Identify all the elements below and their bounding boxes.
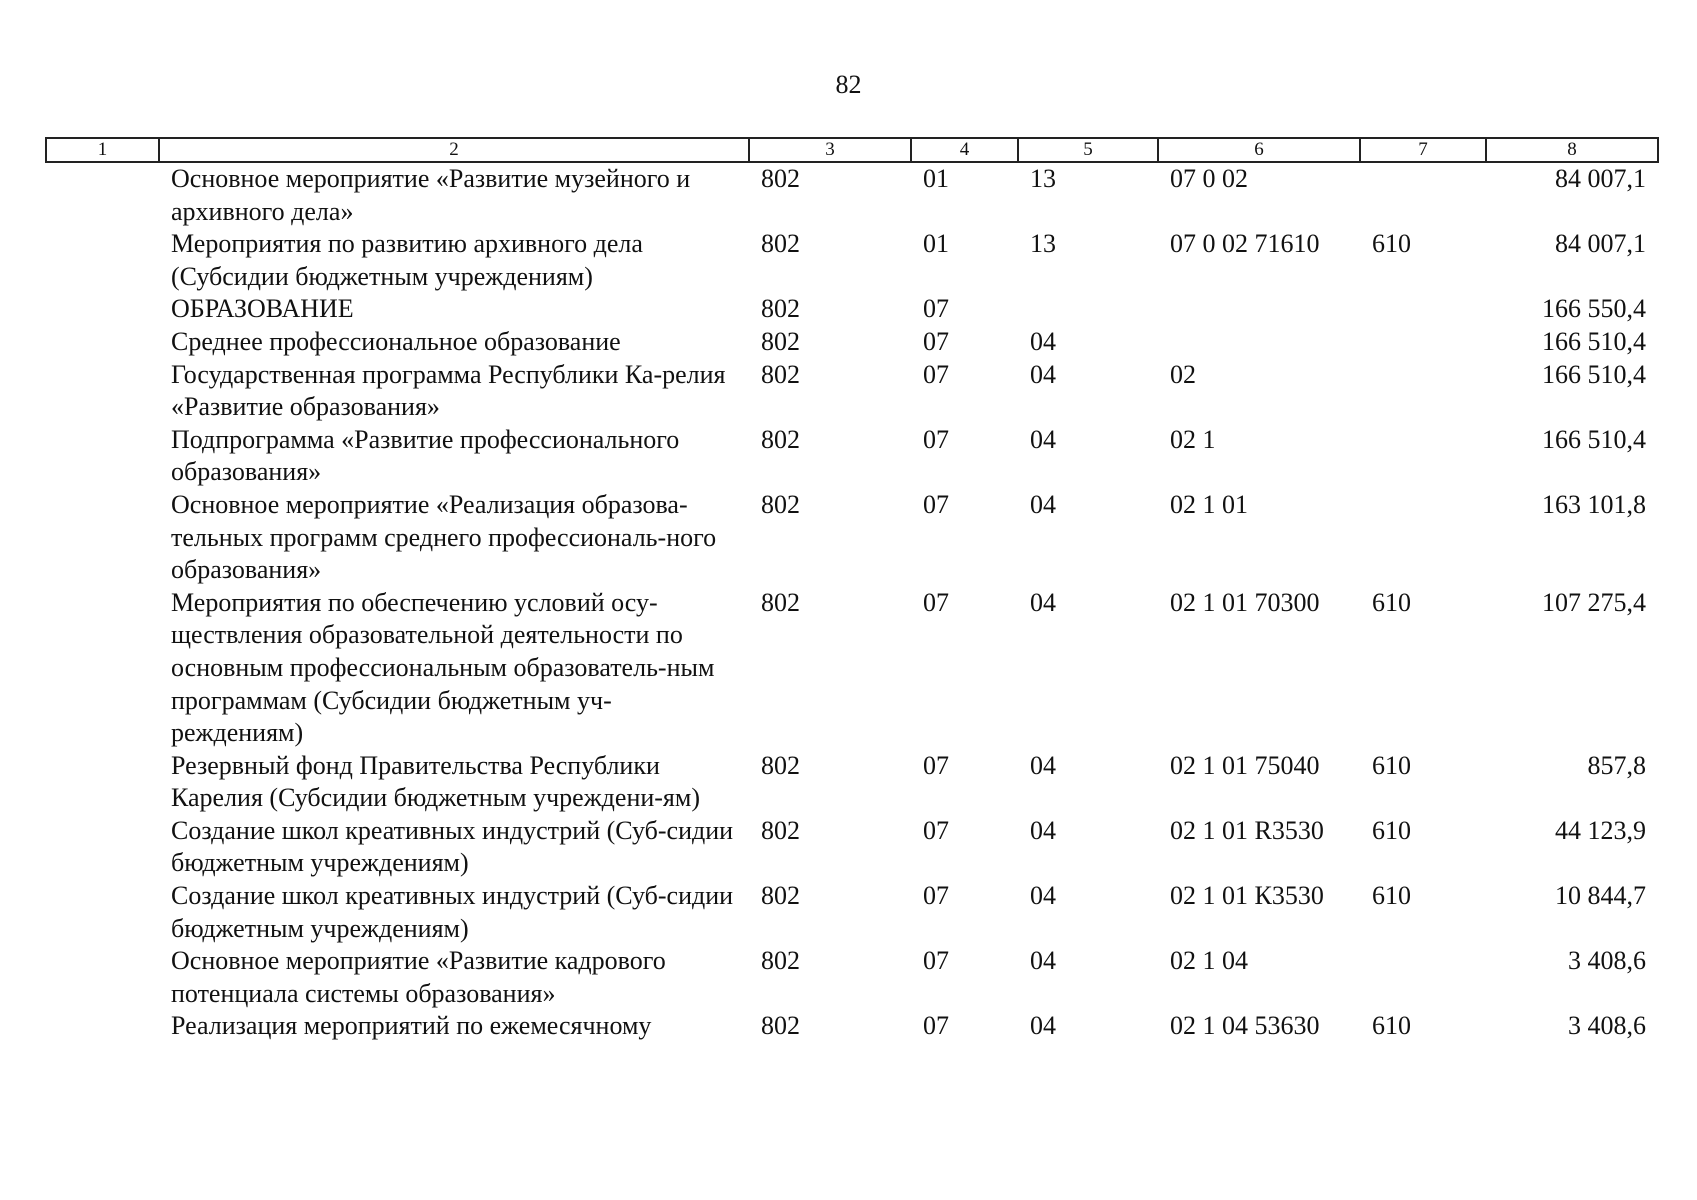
cell-amount: 107 275,4 [1542, 587, 1646, 617]
cell-col-4: 01 [923, 164, 949, 193]
cell-col-6 [1158, 326, 1360, 359]
cell-amount: 166 510,4 [1542, 359, 1646, 389]
cell-amount: 857,8 [1587, 750, 1646, 780]
table-row [46, 815, 1658, 880]
cell-col-6: 02 1 01 70300 [1170, 587, 1320, 617]
cell-col-5: 13 [1030, 229, 1056, 259]
cell-amount: 44 123,9 [1555, 815, 1646, 845]
cell-col-3: 802 [761, 489, 800, 519]
cell-col-1 [46, 815, 159, 880]
cell-col-7 [1360, 162, 1486, 228]
table-row [46, 750, 1658, 815]
table-header [46, 138, 1658, 162]
cell-col-4: 07 [923, 294, 949, 324]
budget-table [45, 137, 1659, 1043]
cell-col-1 [46, 750, 159, 815]
cell-col-7: 610 [1372, 881, 1411, 911]
cell-col-1 [46, 162, 159, 228]
cell-item-name: Создание школ креативных индустрий (Суб-сидии бюджетным учреждениям) [171, 815, 734, 878]
cell-item-name: Мероприятия по развитию архивного дела (Субсидии бюджетным учреждениям) [171, 229, 643, 291]
cell-col-3: 802 [761, 359, 800, 389]
table-row [46, 587, 1658, 750]
cell-col-5: 04 [1030, 587, 1056, 617]
cell-col-3: 802 [761, 946, 800, 976]
cell-col-7: 610 [1372, 815, 1411, 845]
cell-col-1 [46, 587, 159, 750]
cell-item-name: Среднее профессиональное образование [171, 326, 621, 356]
column-number-1: 1 [46, 138, 159, 162]
cell-col-7: 610 [1372, 229, 1411, 259]
table-row [46, 162, 1658, 228]
cell-col-3: 802 [761, 750, 800, 780]
cell-item-name: Основное мероприятие «Развитие музейного и архивного дела» [171, 164, 691, 226]
cell-col-6 [1158, 293, 1360, 326]
cell-col-4: 07 [923, 750, 949, 780]
cell-col-1 [46, 424, 159, 489]
cell-amount: 166 510,4 [1542, 424, 1646, 454]
cell-col-6: 02 1 01 [1170, 489, 1248, 519]
cell-col-1 [46, 326, 159, 359]
table-row [46, 945, 1658, 1010]
cell-col-3: 802 [761, 326, 800, 356]
cell-col-4: 07 [923, 424, 949, 454]
cell-col-4: 07 [923, 489, 949, 519]
cell-col-4: 07 [923, 326, 949, 356]
cell-col-7 [1360, 489, 1486, 587]
cell-item-name: Государственная программа Республики Ка-релия «Развитие образования» [171, 359, 726, 422]
cell-item-name: Основное мероприятие «Реализация образова-тельных программ среднего профессиональ-ного образования» [171, 489, 717, 585]
cell-amount: 84 007,1 [1555, 229, 1646, 259]
table-row [46, 228, 1658, 293]
cell-col-6: 07 0 02 [1170, 164, 1248, 193]
cell-col-7 [1360, 424, 1486, 489]
cell-col-5: 04 [1030, 326, 1056, 356]
cell-col-4: 07 [923, 881, 949, 911]
cell-amount: 84 007,1 [1555, 164, 1646, 193]
cell-col-6: 02 1 01 75040 [1170, 750, 1320, 780]
cell-item-name: Создание школ креативных индустрий (Суб-сидии бюджетным учреждениям) [171, 881, 734, 943]
cell-col-4: 07 [923, 815, 949, 845]
cell-col-5: 04 [1030, 424, 1056, 454]
cell-col-3: 802 [761, 587, 800, 617]
cell-amount: 166 550,4 [1542, 294, 1646, 324]
cell-item-name: ОБРАЗОВАНИЕ [171, 294, 354, 324]
cell-col-1 [46, 293, 159, 326]
cell-item-name: Резервный фонд Правительства Республики Карелия (Субсидии бюджетным учреждени-ям) [171, 750, 701, 813]
cell-col-5: 04 [1030, 359, 1056, 389]
column-number-row [46, 138, 1658, 162]
cell-item-name: Основное мероприятие «Развитие кадрового потенциала системы образования» [171, 946, 666, 1008]
cell-col-4: 07 [923, 359, 949, 389]
table-row [46, 293, 1658, 326]
cell-amount: 3 408,6 [1568, 946, 1646, 976]
cell-col-1 [46, 945, 159, 1010]
cell-amount: 166 510,4 [1542, 326, 1646, 356]
table-row [46, 326, 1658, 359]
cell-col-7: 610 [1372, 587, 1411, 617]
cell-col-4: 07 [923, 946, 949, 976]
column-number-7: 7 [1360, 138, 1486, 162]
cell-item-name: Мероприятия по обеспечению условий осу-ществления образовательной деятельности по основным профессиональным образователь-ным программам (Субсидии бюджетным уч-реждениям) [171, 587, 715, 748]
cell-col-5: 04 [1030, 750, 1056, 780]
cell-col-7 [1360, 326, 1486, 359]
cell-item-name: Реализация мероприятий по ежемесячному [171, 1011, 652, 1041]
column-number-3: 3 [749, 138, 911, 162]
column-number-2: 2 [159, 138, 749, 162]
cell-col-1 [46, 359, 159, 424]
cell-col-6: 02 1 04 [1170, 946, 1248, 976]
cell-amount: 3 408,6 [1568, 1011, 1646, 1041]
cell-col-3: 802 [761, 881, 800, 911]
cell-col-6: 07 0 02 71610 [1170, 229, 1320, 259]
column-number-5: 5 [1018, 138, 1158, 162]
column-number-4: 4 [911, 138, 1018, 162]
cell-col-5: 04 [1030, 881, 1056, 911]
cell-amount: 163 101,8 [1542, 489, 1646, 519]
cell-col-5: 04 [1030, 815, 1056, 845]
cell-col-4: 01 [923, 229, 949, 259]
cell-col-6: 02 [1170, 359, 1196, 389]
cell-col-6: 02 1 01 R3530 [1170, 815, 1324, 845]
cell-col-7 [1360, 293, 1486, 326]
cell-col-6: 02 1 04 53630 [1170, 1011, 1320, 1041]
cell-col-7: 610 [1372, 1011, 1411, 1041]
cell-col-6: 02 1 [1170, 424, 1216, 454]
cell-amount: 10 844,7 [1555, 881, 1646, 911]
cell-col-7 [1360, 945, 1486, 1010]
cell-item-name: Подпрограмма «Развитие профессионального образования» [171, 424, 680, 487]
cell-col-4: 07 [923, 587, 949, 617]
cell-col-4: 07 [923, 1011, 949, 1041]
cell-col-1 [46, 489, 159, 587]
cell-col-1 [46, 880, 159, 945]
table-row [46, 1010, 1658, 1043]
cell-col-7 [1360, 359, 1486, 424]
column-number-6: 6 [1158, 138, 1360, 162]
table-row [46, 880, 1658, 945]
cell-col-1 [46, 1010, 159, 1043]
table-body [46, 162, 1658, 1043]
cell-col-5 [1018, 293, 1158, 326]
cell-col-3: 802 [761, 815, 800, 845]
cell-col-3: 802 [761, 164, 800, 193]
cell-col-5: 04 [1030, 946, 1056, 976]
cell-col-1 [46, 228, 159, 293]
cell-col-3: 802 [761, 1011, 800, 1041]
cell-col-3: 802 [761, 424, 800, 454]
cell-col-6: 02 1 01 К3530 [1170, 881, 1324, 911]
cell-col-7: 610 [1372, 750, 1411, 780]
table-row [46, 489, 1658, 587]
cell-col-3: 802 [761, 229, 800, 259]
table-row [46, 359, 1658, 424]
cell-col-5: 04 [1030, 1011, 1056, 1041]
cell-col-5: 04 [1030, 489, 1056, 519]
table-row [46, 424, 1658, 489]
cell-col-3: 802 [761, 294, 800, 324]
column-number-8: 8 [1486, 138, 1658, 162]
page-number: 82 [835, 70, 862, 99]
cell-col-5: 13 [1030, 164, 1056, 193]
